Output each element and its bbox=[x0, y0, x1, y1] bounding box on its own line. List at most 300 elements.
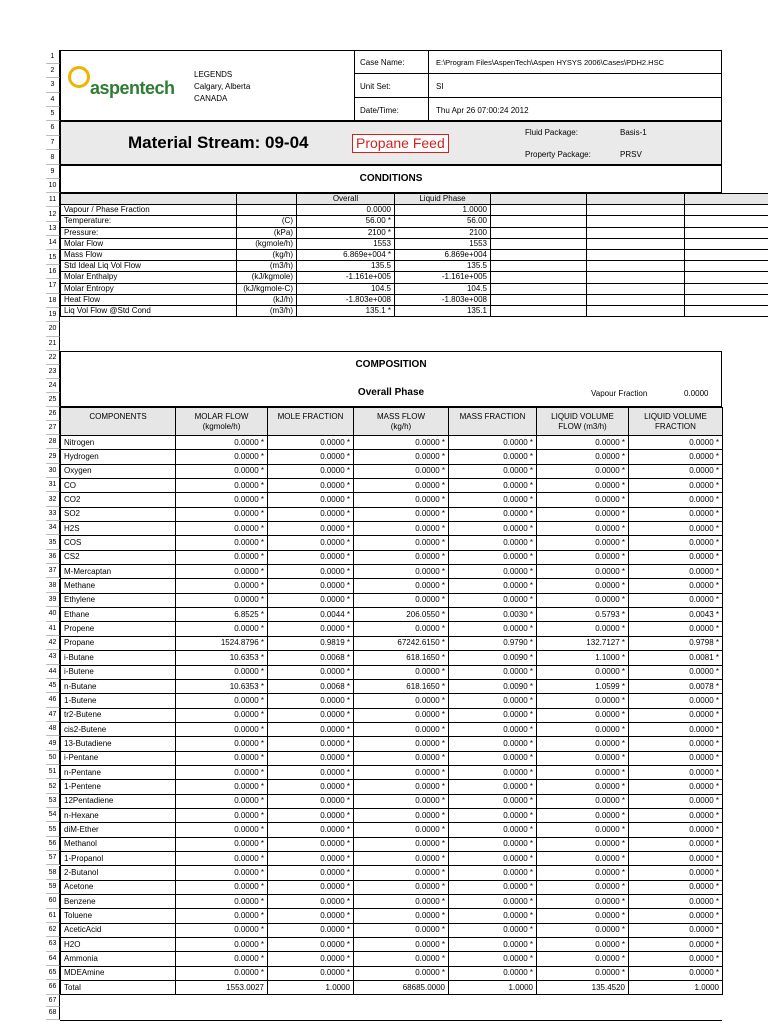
composition-column-header bbox=[268, 408, 354, 436]
row-number: 15 bbox=[46, 250, 60, 264]
conditions-unit: (kg/h) bbox=[237, 249, 297, 260]
row-number: 59 bbox=[46, 880, 60, 894]
conditions-empty-cell bbox=[491, 261, 587, 272]
conditions-empty-cell bbox=[491, 205, 587, 216]
component-value: 1524.8796 * bbox=[176, 636, 268, 650]
composition-total-row bbox=[61, 981, 723, 995]
composition-row bbox=[61, 794, 723, 808]
composition-row bbox=[61, 952, 723, 966]
component-value: 0.0000 * bbox=[537, 694, 629, 708]
component-value: 135.4520 bbox=[537, 981, 629, 995]
conditions-liquid-value: 1.0000 bbox=[395, 205, 491, 216]
component-value: 0.0000 * bbox=[449, 579, 537, 593]
component-value: 0.0000 * bbox=[268, 823, 354, 837]
component-value: 0.0000 * bbox=[354, 952, 449, 966]
component-name: 13-Butadiene bbox=[61, 737, 176, 751]
row-number: 66 bbox=[46, 980, 60, 994]
row-number: 64 bbox=[46, 952, 60, 966]
component-value: 0.0000 * bbox=[268, 952, 354, 966]
component-value: 0.0000 * bbox=[629, 550, 723, 564]
composition-row bbox=[61, 880, 723, 894]
sheet-bottom-line bbox=[60, 1020, 722, 1021]
composition-table bbox=[60, 407, 723, 995]
component-value: 0.0000 * bbox=[268, 450, 354, 464]
conditions-unit: (kgmole/h) bbox=[237, 238, 297, 249]
conditions-heading: CONDITIONS bbox=[359, 173, 423, 184]
component-value: 1.0000 bbox=[268, 981, 354, 995]
component-value: 0.0000 * bbox=[449, 550, 537, 564]
component-value: 0.0000 * bbox=[176, 464, 268, 478]
component-value: 0.0000 * bbox=[176, 923, 268, 937]
row-number: 52 bbox=[46, 779, 60, 793]
row-number: 13 bbox=[46, 222, 60, 236]
conditions-row bbox=[61, 205, 768, 216]
component-value: 0.0000 * bbox=[176, 938, 268, 952]
component-value: 0.0000 * bbox=[354, 895, 449, 909]
conditions-row bbox=[61, 227, 768, 238]
row-number: 45 bbox=[46, 679, 60, 693]
row-number: 60 bbox=[46, 894, 60, 908]
conditions-overall-value: 104.5 bbox=[297, 283, 395, 294]
conditions-empty-cell bbox=[587, 227, 685, 238]
component-name: 1-Pentene bbox=[61, 780, 176, 794]
composition-header-row bbox=[61, 408, 723, 436]
component-value: 0.0000 * bbox=[629, 808, 723, 822]
component-value: 0.0000 * bbox=[537, 593, 629, 607]
component-value: 0.0000 * bbox=[449, 565, 537, 579]
component-value: 0.0000 * bbox=[268, 751, 354, 765]
component-name: H2O bbox=[61, 938, 176, 952]
component-name: Hydrogen bbox=[61, 450, 176, 464]
component-value: 0.0000 * bbox=[354, 851, 449, 865]
component-value: 0.0000 * bbox=[268, 938, 354, 952]
component-name: Methane bbox=[61, 579, 176, 593]
component-value: 1.0000 bbox=[449, 981, 537, 995]
conditions-header-blank bbox=[685, 194, 768, 205]
conditions-overall-value: 0.0000 bbox=[297, 205, 395, 216]
component-value: 0.0000 * bbox=[449, 808, 537, 822]
component-value: 0.0000 * bbox=[449, 765, 537, 779]
component-value: 0.0000 * bbox=[268, 694, 354, 708]
conditions-empty-cell bbox=[491, 294, 587, 305]
header-row-line bbox=[354, 73, 722, 74]
component-value: 0.5793 * bbox=[537, 608, 629, 622]
row-number: 28 bbox=[46, 435, 60, 449]
component-value: 0.0000 * bbox=[629, 507, 723, 521]
component-value: 0.0000 * bbox=[629, 522, 723, 536]
component-value: 0.0043 * bbox=[629, 608, 723, 622]
conditions-empty-cell bbox=[685, 238, 768, 249]
composition-heading: COMPOSITION bbox=[355, 359, 427, 370]
row-number: 63 bbox=[46, 937, 60, 951]
datetime-label: Date/Time: bbox=[360, 106, 399, 115]
component-value: 0.0000 * bbox=[268, 622, 354, 636]
component-value: 0.0000 * bbox=[449, 866, 537, 880]
unit-set-value: SI bbox=[436, 82, 444, 91]
component-value: 0.0000 * bbox=[268, 493, 354, 507]
component-value: 0.0044 * bbox=[268, 608, 354, 622]
conditions-overall-value: 56.00 * bbox=[297, 216, 395, 227]
component-value: 0.0000 * bbox=[537, 794, 629, 808]
conditions-row bbox=[61, 283, 768, 294]
component-value: 0.0000 * bbox=[268, 966, 354, 980]
company-line-3: CANADA bbox=[194, 94, 228, 103]
composition-row bbox=[61, 636, 723, 650]
component-value: 0.0000 * bbox=[449, 737, 537, 751]
composition-row bbox=[61, 565, 723, 579]
component-value: 0.0000 * bbox=[176, 837, 268, 851]
component-value: 0.0000 * bbox=[449, 895, 537, 909]
component-value: 0.0000 * bbox=[176, 622, 268, 636]
row-number: 19 bbox=[46, 308, 60, 322]
row-number: 54 bbox=[46, 808, 60, 822]
component-value: 0.0000 * bbox=[537, 436, 629, 450]
row-number: 3 bbox=[46, 78, 60, 92]
conditions-liquid-value: 6.869e+004 bbox=[395, 249, 491, 260]
composition-row bbox=[61, 722, 723, 736]
component-value: 10.6353 * bbox=[176, 651, 268, 665]
conditions-label: Molar Flow bbox=[61, 238, 237, 249]
component-value: 0.0000 * bbox=[354, 536, 449, 550]
component-value: 0.0000 * bbox=[354, 866, 449, 880]
row-number: 30 bbox=[46, 464, 60, 478]
conditions-table bbox=[60, 193, 768, 317]
component-value: 0.0000 * bbox=[176, 737, 268, 751]
conditions-empty-cell bbox=[587, 272, 685, 283]
component-value: 0.0000 * bbox=[354, 966, 449, 980]
component-value: 0.0000 * bbox=[354, 507, 449, 521]
composition-row bbox=[61, 507, 723, 521]
column-header-line1: LIQUID VOLUME bbox=[644, 411, 707, 421]
component-value: 0.0000 * bbox=[354, 565, 449, 579]
row-number: 16 bbox=[46, 265, 60, 279]
component-value: 0.0000 * bbox=[176, 522, 268, 536]
component-value: 0.0090 * bbox=[449, 679, 537, 693]
composition-row bbox=[61, 479, 723, 493]
column-header-line2 bbox=[452, 422, 533, 432]
header-divider bbox=[354, 50, 355, 121]
component-value: 0.0000 * bbox=[449, 479, 537, 493]
composition-row bbox=[61, 493, 723, 507]
component-name: i-Butene bbox=[61, 665, 176, 679]
row-number: 68 bbox=[46, 1007, 60, 1020]
component-value: 0.0000 * bbox=[268, 479, 354, 493]
component-value: 0.0000 * bbox=[354, 593, 449, 607]
component-value: 0.0090 * bbox=[449, 651, 537, 665]
component-value: 0.0000 * bbox=[629, 895, 723, 909]
row-number: 14 bbox=[46, 236, 60, 250]
component-value: 0.0000 * bbox=[354, 722, 449, 736]
conditions-empty-cell bbox=[491, 227, 587, 238]
conditions-empty-cell bbox=[587, 205, 685, 216]
component-value: 0.0000 * bbox=[629, 694, 723, 708]
conditions-header-row bbox=[61, 194, 768, 205]
component-value: 0.0000 * bbox=[449, 952, 537, 966]
component-value: 0.0000 * bbox=[537, 536, 629, 550]
header-col-line bbox=[428, 50, 429, 121]
conditions-empty-cell bbox=[685, 249, 768, 260]
component-value: 0.0000 * bbox=[537, 880, 629, 894]
vapour-fraction-value: 0.0000 bbox=[684, 389, 709, 398]
row-number: 12 bbox=[46, 207, 60, 221]
composition-row bbox=[61, 679, 723, 693]
row-number: 43 bbox=[46, 650, 60, 664]
component-value: 0.0000 * bbox=[354, 737, 449, 751]
row-number: 10 bbox=[46, 179, 60, 193]
component-name: Total bbox=[61, 981, 176, 995]
component-value: 0.0000 * bbox=[629, 909, 723, 923]
component-value: 0.0000 * bbox=[449, 938, 537, 952]
component-name: Ethane bbox=[61, 608, 176, 622]
row-number: 9 bbox=[46, 165, 60, 179]
component-name: Propane bbox=[61, 636, 176, 650]
stream-name-badge: Propane Feed bbox=[352, 134, 449, 153]
column-header-line1: LIQUID VOLUME bbox=[551, 411, 614, 421]
vapour-fraction-label: Vapour Fraction bbox=[591, 389, 648, 398]
component-name: Propene bbox=[61, 622, 176, 636]
component-name: n-Pentane bbox=[61, 765, 176, 779]
composition-column-header bbox=[176, 408, 268, 436]
conditions-liquid-value: 2100 bbox=[395, 227, 491, 238]
column-header-line1: MASS FRACTION bbox=[459, 411, 526, 421]
row-number: 11 bbox=[46, 193, 60, 207]
component-value: 0.0000 * bbox=[537, 507, 629, 521]
conditions-empty-cell bbox=[685, 272, 768, 283]
component-value: 0.0000 * bbox=[537, 823, 629, 837]
component-name: Oxygen bbox=[61, 464, 176, 478]
conditions-unit: (kJ/h) bbox=[237, 294, 297, 305]
component-name: 1-Butene bbox=[61, 694, 176, 708]
component-value: 0.0000 * bbox=[176, 952, 268, 966]
conditions-empty-cell bbox=[491, 249, 587, 260]
conditions-unit: (m3/h) bbox=[237, 261, 297, 272]
logo-text: aspentech bbox=[90, 78, 175, 98]
component-value: 0.0000 * bbox=[354, 436, 449, 450]
conditions-label: Mass Flow bbox=[61, 249, 237, 260]
component-value: 0.0000 * bbox=[268, 565, 354, 579]
aspentech-logo-icon bbox=[68, 66, 90, 88]
material-stream-title: Material Stream: 09-04 bbox=[128, 133, 309, 152]
component-name: 12Pentadiene bbox=[61, 794, 176, 808]
row-number: 38 bbox=[46, 579, 60, 593]
column-header-line1: MOLAR FLOW bbox=[194, 411, 249, 421]
row-number: 2 bbox=[46, 64, 60, 78]
row-number: 8 bbox=[46, 150, 60, 165]
conditions-empty-cell bbox=[587, 216, 685, 227]
component-value: 132.7127 * bbox=[537, 636, 629, 650]
component-value: 0.0000 * bbox=[449, 880, 537, 894]
component-value: 618.1650 * bbox=[354, 679, 449, 693]
component-value: 0.0000 * bbox=[354, 522, 449, 536]
column-header-line2: (kg/h) bbox=[390, 421, 412, 431]
composition-row bbox=[61, 780, 723, 794]
conditions-row bbox=[61, 238, 768, 249]
component-value: 0.0000 * bbox=[449, 722, 537, 736]
row-number: 24 bbox=[46, 379, 60, 393]
component-value: 0.0000 * bbox=[537, 751, 629, 765]
conditions-label: Std Ideal Liq Vol Flow bbox=[61, 261, 237, 272]
component-value: 0.0000 * bbox=[629, 579, 723, 593]
component-value: 0.0000 * bbox=[537, 565, 629, 579]
component-value: 0.0000 * bbox=[537, 479, 629, 493]
conditions-row bbox=[61, 261, 768, 272]
conditions-empty-cell bbox=[685, 216, 768, 227]
conditions-empty-cell bbox=[685, 283, 768, 294]
row-number: 56 bbox=[46, 837, 60, 851]
case-name-label: Case Name: bbox=[360, 58, 405, 67]
conditions-empty-cell bbox=[685, 305, 768, 316]
component-value: 0.0000 * bbox=[354, 880, 449, 894]
component-value: 0.0000 * bbox=[537, 450, 629, 464]
component-name: Ethylene bbox=[61, 593, 176, 607]
component-value: 67242.6150 * bbox=[354, 636, 449, 650]
component-value: 0.0000 * bbox=[354, 823, 449, 837]
conditions-empty-cell bbox=[685, 205, 768, 216]
conditions-header-blank bbox=[491, 194, 587, 205]
conditions-unit: (C) bbox=[237, 216, 297, 227]
component-value: 1.0000 bbox=[629, 981, 723, 995]
row-number: 31 bbox=[46, 478, 60, 492]
component-value: 0.0000 * bbox=[629, 665, 723, 679]
company-line-1: LEGENDS bbox=[194, 70, 233, 79]
component-value: 0.0000 * bbox=[449, 507, 537, 521]
conditions-liquid-value: 135.1 bbox=[395, 305, 491, 316]
conditions-row bbox=[61, 294, 768, 305]
component-value: 0.0000 * bbox=[176, 493, 268, 507]
component-value: 0.0000 * bbox=[176, 780, 268, 794]
composition-row bbox=[61, 823, 723, 837]
component-value: 0.0000 * bbox=[449, 436, 537, 450]
component-value: 0.0000 * bbox=[629, 436, 723, 450]
component-value: 0.0000 * bbox=[176, 565, 268, 579]
conditions-empty-cell bbox=[491, 216, 587, 227]
component-value: 0.0000 * bbox=[176, 507, 268, 521]
conditions-row bbox=[61, 216, 768, 227]
conditions-empty-cell bbox=[587, 294, 685, 305]
component-value: 0.0000 * bbox=[629, 536, 723, 550]
component-value: 0.0000 * bbox=[537, 464, 629, 478]
component-value: 0.9819 * bbox=[268, 636, 354, 650]
component-value: 0.0000 * bbox=[537, 909, 629, 923]
component-value: 0.0000 * bbox=[176, 694, 268, 708]
conditions-unit bbox=[237, 205, 297, 216]
row-number: 36 bbox=[46, 550, 60, 564]
composition-row bbox=[61, 938, 723, 952]
conditions-header-liquid: Liquid Phase bbox=[395, 194, 491, 205]
column-header-line1: MASS FLOW bbox=[376, 411, 425, 421]
row-number: 22 bbox=[46, 351, 60, 365]
component-value: 0.0000 * bbox=[176, 436, 268, 450]
property-package-value: PRSV bbox=[620, 150, 642, 159]
component-value: 0.0000 * bbox=[354, 579, 449, 593]
row-number: 57 bbox=[46, 851, 60, 865]
conditions-empty-cell bbox=[685, 227, 768, 238]
component-value: 0.0000 * bbox=[176, 550, 268, 564]
component-name: i-Pentane bbox=[61, 751, 176, 765]
conditions-unit: (kPa) bbox=[237, 227, 297, 238]
header-row-line bbox=[354, 97, 722, 98]
composition-column-header bbox=[61, 408, 176, 436]
row-number: 23 bbox=[46, 365, 60, 379]
conditions-overall-value: 6.869e+004 * bbox=[297, 249, 395, 260]
component-name: 2-Butanol bbox=[61, 866, 176, 880]
composition-row bbox=[61, 966, 723, 980]
component-value: 10.6353 * bbox=[176, 679, 268, 693]
component-value: 0.0000 * bbox=[354, 909, 449, 923]
component-value: 0.0000 * bbox=[268, 737, 354, 751]
component-value: 618.1650 * bbox=[354, 651, 449, 665]
component-value: 0.0000 * bbox=[449, 450, 537, 464]
component-value: 0.0000 * bbox=[268, 923, 354, 937]
component-name: AceticAcid bbox=[61, 923, 176, 937]
column-header-line2 bbox=[64, 422, 172, 432]
component-value: 0.0000 * bbox=[268, 536, 354, 550]
component-name: MDEAmine bbox=[61, 966, 176, 980]
component-value: 0.0000 * bbox=[354, 550, 449, 564]
column-header-line2: FRACTION bbox=[655, 421, 696, 431]
conditions-overall-value: 135.5 bbox=[297, 261, 395, 272]
component-value: 0.0000 * bbox=[449, 780, 537, 794]
component-name: Nitrogen bbox=[61, 436, 176, 450]
component-value: 0.0000 * bbox=[537, 708, 629, 722]
component-value: 0.0000 * bbox=[629, 923, 723, 937]
conditions-row bbox=[61, 272, 768, 283]
composition-column-header bbox=[354, 408, 449, 436]
component-value: 0.0000 * bbox=[537, 522, 629, 536]
component-value: 0.0000 * bbox=[176, 794, 268, 808]
component-value: 0.0000 * bbox=[449, 851, 537, 865]
row-number: 55 bbox=[46, 822, 60, 836]
row-number: 33 bbox=[46, 507, 60, 521]
row-number: 40 bbox=[46, 607, 60, 621]
row-number: 25 bbox=[46, 393, 60, 407]
conditions-label: Molar Enthalpy bbox=[61, 272, 237, 283]
conditions-overall-value: 135.1 * bbox=[297, 305, 395, 316]
component-value: 0.0081 * bbox=[629, 651, 723, 665]
component-value: 0.0000 * bbox=[176, 708, 268, 722]
composition-column-header bbox=[449, 408, 537, 436]
component-value: 0.0000 * bbox=[629, 593, 723, 607]
row-number: 17 bbox=[46, 279, 60, 293]
component-value: 6.8525 * bbox=[176, 608, 268, 622]
conditions-empty-cell bbox=[587, 305, 685, 316]
composition-row bbox=[61, 665, 723, 679]
conditions-header-overall: Overall bbox=[297, 194, 395, 205]
component-name: diM-Ether bbox=[61, 823, 176, 837]
component-value: 0.0000 * bbox=[449, 622, 537, 636]
row-number: 37 bbox=[46, 564, 60, 578]
component-value: 0.0000 * bbox=[268, 765, 354, 779]
composition-row bbox=[61, 464, 723, 478]
component-value: 0.0000 * bbox=[268, 880, 354, 894]
row-number: 44 bbox=[46, 665, 60, 679]
component-value: 0.0000 * bbox=[268, 722, 354, 736]
component-value: 0.0000 * bbox=[537, 837, 629, 851]
component-name: M-Mercaptan bbox=[61, 565, 176, 579]
component-name: CO2 bbox=[61, 493, 176, 507]
component-value: 0.0000 * bbox=[176, 851, 268, 865]
component-value: 0.0000 * bbox=[537, 938, 629, 952]
component-value: 0.0000 * bbox=[449, 536, 537, 550]
component-value: 0.0000 * bbox=[537, 550, 629, 564]
composition-row bbox=[61, 765, 723, 779]
composition-row bbox=[61, 708, 723, 722]
datetime-value: Thu Apr 26 07:00:24 2012 bbox=[436, 106, 529, 115]
row-number: 18 bbox=[46, 294, 60, 308]
column-header-line2: FLOW (m3/h) bbox=[558, 421, 607, 431]
component-value: 0.0000 * bbox=[537, 665, 629, 679]
fluid-package-value: Basis-1 bbox=[620, 128, 647, 137]
